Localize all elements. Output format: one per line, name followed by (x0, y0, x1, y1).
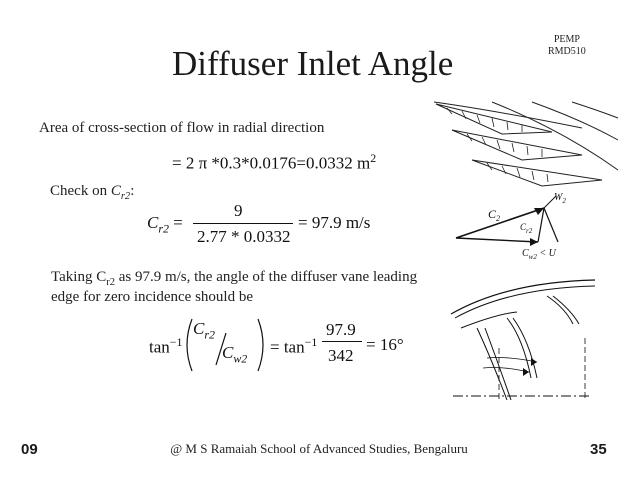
velocity-triangle-figure (450, 188, 590, 268)
tan-frac-num-sub: r2 (204, 327, 215, 342)
check-label-sub: r2 (120, 191, 131, 202)
tan-frac-num (193, 319, 215, 342)
slide-title: Diffuser Inlet Angle (172, 44, 454, 83)
cr2-fraction-bar (193, 223, 293, 224)
cr2-lhs-sub: r2 (158, 221, 169, 236)
tan-frac-den-sub: w2 (233, 351, 248, 366)
tan-frac-den (222, 343, 247, 366)
tan-frac-den-var: C (222, 343, 234, 362)
tan-lhs-fn: tan (149, 337, 170, 357)
footer-left-number: 09 (21, 441, 38, 458)
check-label-var: C (110, 183, 121, 199)
cr2-numerator: 9 (234, 201, 243, 220)
tan-rhs-sup: −1 (304, 335, 318, 349)
triangle-label-w2: $W_2$ (554, 192, 566, 205)
diffuser-circular-figure (447, 278, 597, 403)
course-tag (548, 34, 586, 58)
taking-line-1-rest: as 97.9 m/s, the angle of the diffuser vane leading (114, 269, 418, 285)
tan-frac-num-var: C (193, 319, 205, 338)
diffuser-vane-figure (432, 100, 622, 195)
check-label (50, 183, 134, 202)
tan-den: 342 (328, 346, 354, 365)
area-description: Area of cross-section of flow in radial direction (39, 120, 325, 136)
course-tag-line1: PEMP (553, 34, 580, 45)
tan-result: = 16° (366, 335, 404, 354)
check-label-colon: : (130, 183, 135, 199)
taking-line-1-prefix: Taking C (51, 269, 107, 285)
cr2-result: = 97.9 m/s (298, 213, 371, 232)
tan-rhs-fn: = tan (270, 337, 305, 357)
course-tag-line2: RMD510 (548, 46, 586, 57)
tan-num: 97.9 (326, 320, 356, 339)
tan-lhs (149, 335, 182, 358)
cr2-denominator: 2.77 * 0.0332 (197, 227, 291, 246)
check-label-prefix: Check on (50, 183, 111, 199)
cr2-lhs: $C_{r2}$ = (147, 213, 183, 236)
tan-rhs (270, 335, 317, 358)
cr2-lhs-var: C (147, 213, 159, 232)
triangle-label-cw2-u: $C_{w2} < U$ (522, 248, 556, 261)
triangle-label-c2: $C_2$ (488, 207, 501, 223)
footer-institution: @ M S Ramaiah School of Advanced Studies, Bengaluru (170, 441, 468, 456)
page-number: 35 (590, 441, 607, 458)
tan-lhs-sup: −1 (169, 335, 183, 349)
taking-line-1 (51, 269, 417, 288)
area-equation-text: = 2 π *0.3*0.0176=0.0332 m (172, 153, 371, 173)
tan-fraction-bar (322, 341, 362, 342)
taking-line-2: edge for zero incidence should be (51, 289, 253, 305)
triangle-label-cr2: $C_{r2}$ (520, 222, 533, 235)
area-equation-exponent: 2 (370, 151, 377, 165)
taking-line-1-sub: r2 (106, 277, 115, 288)
area-equation (172, 151, 376, 174)
